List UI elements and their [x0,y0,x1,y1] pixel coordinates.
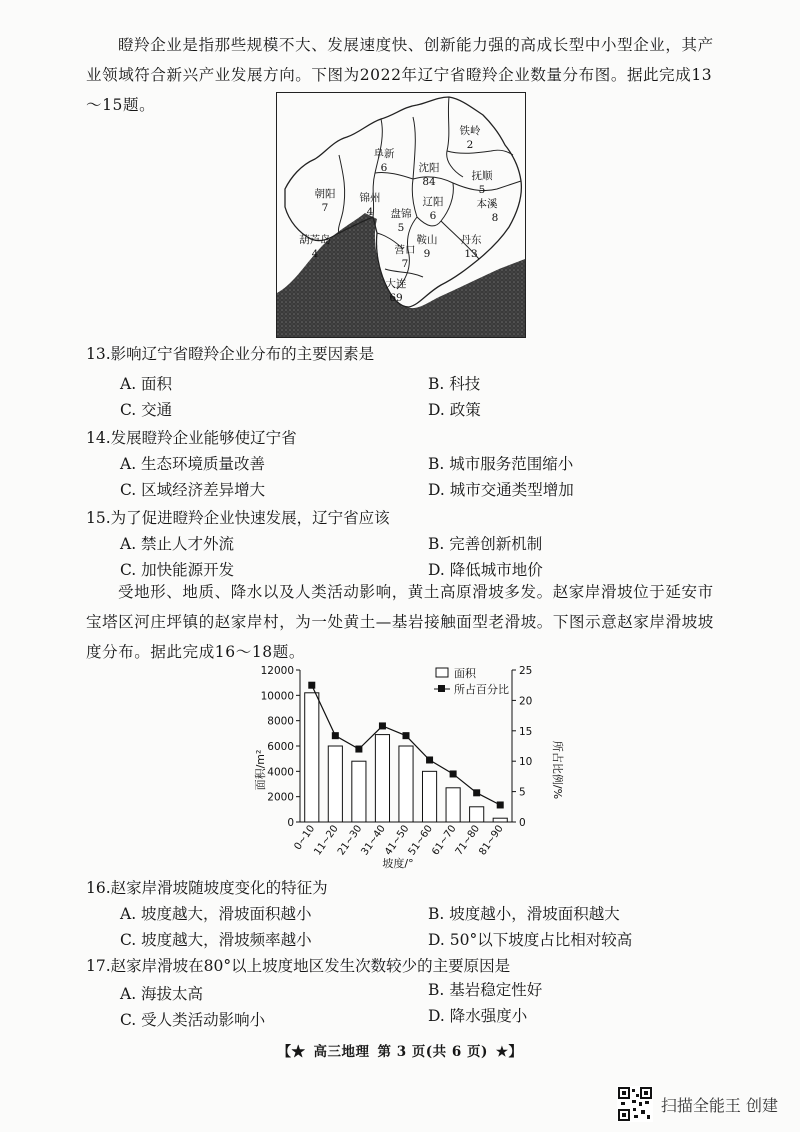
liaoning-map [276,92,526,338]
x-tick-label: 21~30 [335,823,365,858]
legend-bar-label: 面积 [454,667,476,680]
option-d: D. 降低城市地价 [428,561,543,579]
y-left-tick-label: 8000 [267,715,294,728]
map-label-count: 9 [423,248,431,260]
percentage-point [355,746,362,753]
option-d: D. 城市交通类型增加 [428,481,574,499]
y-right-tick-label: 15 [519,725,533,738]
option-c: C. 坡度越大，滑坡频率越小 [120,931,312,949]
y-right-tick-label: 20 [519,695,533,708]
chart-legend [434,666,509,696]
percentage-point [379,722,386,729]
option-b: B. 完善创新机制 [428,535,543,553]
option-d: D. 50°以下坡度占比相对较高 [428,931,633,949]
map-label-name: 本溪 [476,198,498,210]
option-b: B. 城市服务范围缩小 [428,455,574,473]
map-label-name: 锦州 [359,192,381,204]
map-label-count: 84 [422,176,436,188]
question-14 [86,426,297,448]
option-a: A. 生态环境质量改善 [120,455,266,473]
map-label-count: 2 [466,139,474,151]
x-tick-label: 31~40 [359,823,388,858]
question-13 [86,342,374,364]
map-label-name: 盘锦 [390,208,412,220]
map-label-count: 4 [311,248,319,260]
y-left-tick-label: 4000 [267,766,294,779]
map-label-count: 13 [464,248,478,260]
y-right-tick-label: 25 [519,665,533,677]
map-label-name: 丹东 [460,234,482,246]
question-stem: 影响辽宁省瞪羚企业分布的主要因素是 [110,345,375,363]
watermark-text: 扫描全能王 创建 [660,1095,778,1115]
option-a: A. 面积 [120,375,173,393]
option-d: D. 降水强度小 [428,1007,528,1025]
legend-marker-swatch [438,685,445,692]
x-tick-label: 61~70 [430,823,459,858]
footer-star-right: ★】 [495,1044,523,1060]
legend-bar-swatch [436,668,448,677]
area-bar [352,761,366,822]
x-tick-label: 41~50 [383,823,412,858]
question-number: 16. [86,879,111,897]
map-label-name: 朝阳 [314,188,336,200]
map-label-name: 营口 [394,244,416,256]
map-label-name: 沈阳 [418,162,440,174]
page-footer [0,1040,800,1060]
question-15 [86,506,390,528]
x-tick-label: 51~60 [406,823,436,858]
question-stem: 赵家岸滑坡随坡度变化的特征为 [110,879,328,897]
y-left-tick-label: 6000 [267,741,294,753]
question-number: 17. [86,957,111,975]
area-bar [399,746,413,822]
map-label-name: 铁岭 [459,125,481,137]
y-axis-left-label: 面积/m² [254,749,267,791]
map-label-count: 7 [401,258,409,270]
y-right-tick-label: 5 [519,786,526,799]
map-label-name: 葫芦岛 [299,234,331,246]
map-label-count: 7 [321,202,329,214]
map-label-name: 抚顺 [471,170,493,182]
area-bar [470,807,484,822]
area-bar [375,735,389,822]
y-right-tick-label: 0 [519,817,526,829]
map-label-count: 69 [389,292,403,304]
map-label-count: 5 [397,222,405,234]
map-label-count: 4 [366,206,374,218]
percentage-point [308,682,315,689]
percentage-point [497,801,504,808]
intro-paragraph: 瞪羚企业是指那些规模不大、发展速度快、创新能力强的高成长型中小型企业，其产业领域符合新兴产业发展方向。下图为2022年辽宁省瞪羚企业数量分布图。据此完成13～15题。 [86,36,714,114]
question-17 [86,954,510,976]
x-tick-label: 81~90 [477,823,506,858]
qr-code-icon [617,1086,653,1122]
map-label-count: 5 [478,184,486,196]
percentage-point [332,732,339,739]
map-label-name: 鞍山 [416,234,438,246]
percentage-point [450,770,457,777]
x-tick-label: 71~80 [453,823,483,858]
question-stem: 为了促进瞪羚企业快速发展，辽宁省应该 [110,509,390,527]
scanner-watermark [617,1086,778,1122]
area-bar [493,818,507,822]
percentage-point [426,756,433,763]
option-a: A. 海拔太高 [120,985,204,1003]
legend-line-label: 所占百分比 [454,683,509,696]
option-c: C. 交通 [120,401,173,419]
footer-star-left: 【★ [277,1044,306,1060]
percentage-point [473,789,480,796]
chart-bars [305,693,508,822]
slope-chart [250,660,570,875]
percentage-point [403,732,410,739]
map-label-name: 大连 [385,278,407,290]
x-tick-label: 0~10 [292,823,318,853]
map-label-name: 辽阳 [422,196,444,208]
option-a: A. 坡度越大，滑坡面积越小 [120,905,312,923]
area-bar [446,788,460,822]
option-c: C. 加快能源开发 [120,561,235,579]
area-bar [422,771,436,822]
y-right-tick-label: 10 [519,756,533,769]
footer-page: 第 3 页(共 6 页) [377,1044,488,1060]
question-stem: 发展瞪羚企业能够使辽宁省 [110,429,297,447]
option-b: B. 坡度越小，滑坡面积越大 [428,905,620,923]
map-label-count: 6 [380,162,388,174]
y-left-tick-label: 12000 [260,665,294,677]
y-left-tick-label: 10000 [260,690,294,703]
y-axis-right-label: 所占比例/% [551,740,564,800]
question-number: 14. [86,429,111,447]
question-16 [86,876,328,898]
map-label-name: 阜新 [373,148,395,160]
x-tick-label: 11~20 [312,823,341,858]
area-bar [305,693,319,822]
option-c: C. 区域经济差异增大 [120,481,266,499]
footer-subject: 高三地理 [313,1044,370,1060]
area-bar [328,746,342,822]
option-b: B. 基岩稳定性好 [428,981,543,999]
y-left-tick-label: 2000 [267,791,294,804]
question-stem: 赵家岸滑坡在80°以上坡度地区发生次数较少的主要原因是 [110,957,511,975]
option-b: B. 科技 [428,375,481,393]
y-left-tick-label: 0 [287,817,294,829]
question-number: 13. [86,345,111,363]
map-label-count: 6 [429,210,437,222]
option-c: C. 受人类活动影响小 [120,1011,266,1029]
landslide-paragraph: 受地形、地质、降水以及人类活动影响，黄土高原滑坡多发。赵家岸滑坡位于延安市宝塔区河庄坪镇的赵家岸村，为一处黄土—基岩接触面型老滑坡。下图示意赵家岸滑坡坡度分布。据此完成16～18题。 [86,583,714,661]
x-axis-label: 坡度/° [382,857,414,870]
map-label-count: 8 [491,212,499,224]
option-a: A. 禁止人才外流 [120,535,235,553]
option-d: D. 政策 [428,401,481,419]
question-number: 15. [86,509,111,527]
